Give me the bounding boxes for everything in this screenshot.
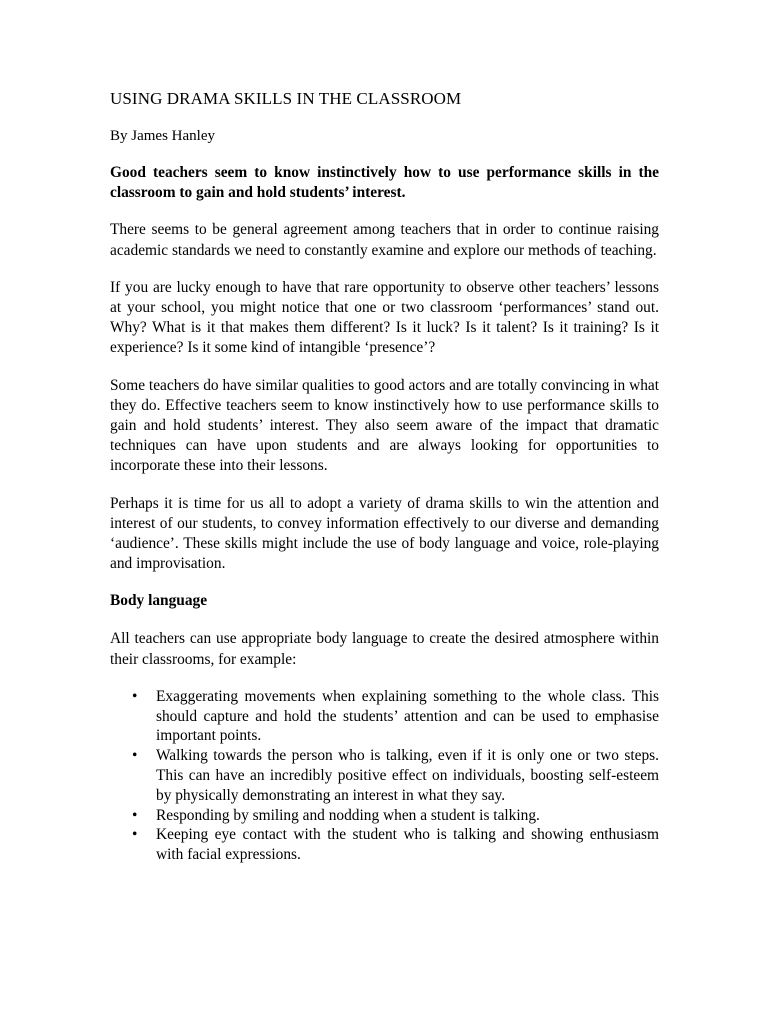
list-item-text: Exaggerating movements when explaining something to the whole class. This should capture and hold the students’ attention and can be used to emphasise important points. [156, 687, 659, 745]
list-item-text: Keeping eye contact with the student who is talking and showing enthusiasm with facial expressions. [156, 826, 659, 864]
list-item [110, 746, 659, 805]
list-item [110, 825, 659, 865]
body-paragraph: Some teachers do have similar qualities to good actors and are totally convincing in what they do. Effective teachers seem to know instinctively how to use performance skills to gain and hold students’ interest. They also seem aware of the impact that dramatic techniques can have upon students and are always looking for opportunities to incorporate these into their lessons. [110, 376, 659, 475]
document-title: USING DRAMA SKILLS IN THE CLASSROOM [110, 89, 462, 108]
section-heading: Body language [110, 592, 208, 610]
body-paragraph: There seems to be general agreement among teachers that in order to continue raising academic standards we need to constantly examine and explore our methods of teaching. [110, 221, 659, 259]
author-byline: By James Hanley [110, 128, 215, 144]
bullet-icon: • [132, 687, 138, 705]
list-item-text: Responding by smiling and nodding when a student is talking. [156, 806, 540, 824]
list-item [110, 687, 659, 746]
body-paragraph: Perhaps it is time for us all to adopt a variety of drama skills to win the attention and interest of our students, to convey information effectively to our diverse and demanding ‘audience’. These skills might include the use of body language and voice, role-playing and improvisation. [110, 494, 659, 573]
section-intro: All teachers can use appropriate body language to create the desired atmosphere within their classrooms, for example: [110, 630, 659, 668]
bullet-icon: • [132, 826, 138, 844]
list-item-text: Walking towards the person who is talking, even if it is only one or two steps. This can have an incredibly positive effect on individuals, boosting self-esteem by physically demonstrating an interest in what they say. [156, 747, 659, 804]
list-item [110, 806, 659, 826]
bullet-icon: • [132, 747, 138, 765]
document-page [110, 88, 659, 865]
bullet-list [110, 687, 659, 865]
lead-paragraph: Good teachers seem to know instinctively how to use performance skills in the classroom to gain and hold students’ interest. [110, 164, 659, 202]
body-paragraph: If you are lucky enough to have that rare opportunity to observe other teachers’ lessons at your school, you might notice that one or two classroom ‘performances’ stand out. Why? What is it that makes them different? Is it luck? Is it talent? Is it training? Is it experience? Is it some kind of intangible ‘presence’? [110, 278, 659, 357]
bullet-icon: • [132, 806, 138, 824]
